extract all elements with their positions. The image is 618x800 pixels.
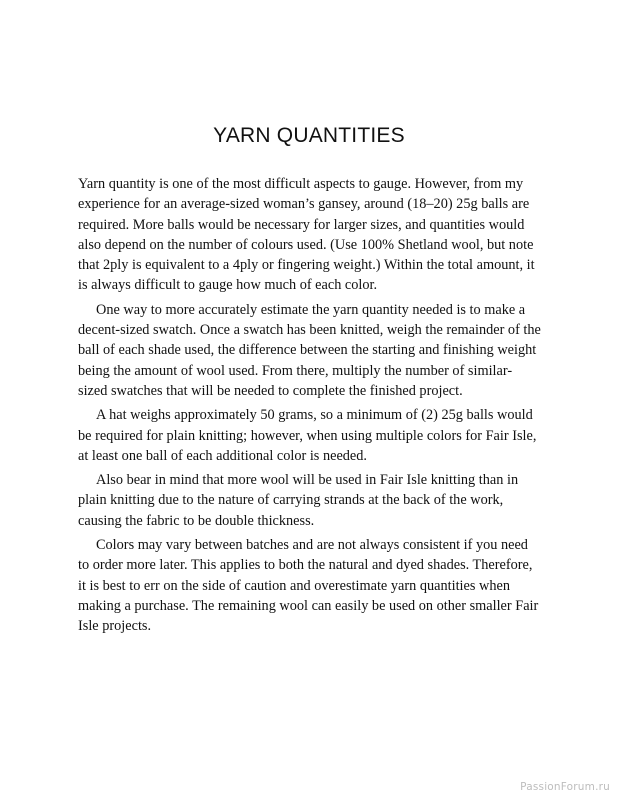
watermark: PassionForum.ru (520, 781, 610, 793)
paragraph-intro: Yarn quantity is one of the most difficult aspects to gauge. However, from my experience for an average-sized woman’s gansey, around (18–20) 25g balls are required. More balls would be necessary for larger sizes, and quantities would also depend on the number of colours used. (Use 100% Shetland wool, but note that 2ply is equivalent to a 4ply or fingering weight.) Within the total amount, it is always difficult to gauge how much of each color. (78, 176, 535, 294)
article-body (78, 174, 541, 641)
paragraph-swatch: One way to more accurately estimate the yarn quantity needed is to make a decent-sized swatch. Once a swatch has been knitted, weigh the remainder of the ball of each shade used, the difference between the starting and finishing weight being the amount of wool used. From there, multiply the number of similar-sized swatches that will be needed to complete the finished project. (78, 301, 541, 399)
paragraph-hat: A hat weighs approximately 50 grams, so a minimum of (2) 25g balls would be required for plain knitting; however, when using multiple colors for Fair Isle, at least one ball of each additional color is needed. (78, 407, 537, 464)
page-title: YARN QUANTITIES (213, 124, 405, 147)
paragraph-fair-isle: Also bear in mind that more wool will be used in Fair Isle knitting than in plain knitting due to the nature of carrying strands at the back of the work, causing the fabric to be double thickness. (78, 472, 519, 529)
paragraph-colors: Colors may vary between batches and are not always consistent if you need to order more later. This applies to both the natural and dyed shades. Therefore, it is best to err on the side of caution and overestimate yarn quantities when making a purchase. The remaining wool can easily be used on other smaller Fair Isle projects. (78, 537, 539, 635)
